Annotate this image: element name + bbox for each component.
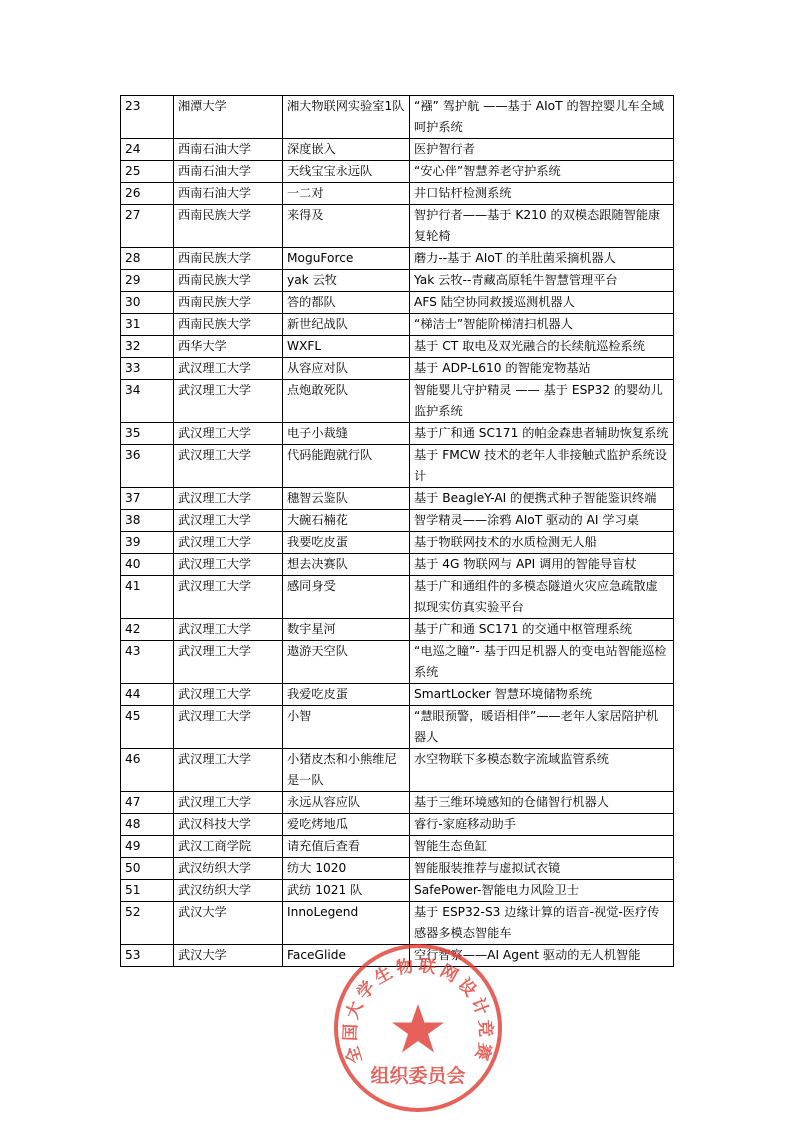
team-name: 爱吃烤地瓜 xyxy=(283,814,410,836)
table-row xyxy=(121,792,674,814)
university: 武汉工商学院 xyxy=(174,836,283,858)
project-title: 基于 ADP-L610 的智能宠物基站 xyxy=(410,358,674,380)
row-number: 28 xyxy=(121,248,174,270)
team-name: 武纺 1021 队 xyxy=(283,880,410,902)
table-row xyxy=(121,814,674,836)
table-row xyxy=(121,161,674,183)
row-number: 52 xyxy=(121,902,174,945)
project-title: 智能婴儿守护精灵 —— 基于 ESP32 的婴幼儿监护系统 xyxy=(410,380,674,423)
row-number: 36 xyxy=(121,445,174,488)
team-name: 永远从容应队 xyxy=(283,792,410,814)
project-title: 基于广和通 SC171 的交通中枢管理系统 xyxy=(410,619,674,641)
team-name: 大碗石楠花 xyxy=(283,510,410,532)
table-row xyxy=(121,314,674,336)
university: 武汉纺织大学 xyxy=(174,858,283,880)
team-name: InnoLegend xyxy=(283,902,410,945)
row-number: 43 xyxy=(121,641,174,684)
team-name: FaceGlide xyxy=(283,945,410,967)
svg-text:全国大学生物联网设计竞赛 xyxy=(340,955,496,1067)
project-title: 井口钻杆检测系统 xyxy=(410,183,674,205)
table-row xyxy=(121,248,674,270)
university: 西南民族大学 xyxy=(174,205,283,248)
table-row xyxy=(121,706,674,749)
project-title: “梯洁士”智能阶梯清扫机器人 xyxy=(410,314,674,336)
university: 武汉理工大学 xyxy=(174,380,283,423)
team-name: MoguForce xyxy=(283,248,410,270)
project-title: 基于 FMCW 技术的老年人非接触式监护系统设计 xyxy=(410,445,674,488)
university: 西南民族大学 xyxy=(174,270,283,292)
project-title: 智护行者——基于 K210 的双模态跟随智能康复轮椅 xyxy=(410,205,674,248)
university: 武汉纺织大学 xyxy=(174,880,283,902)
table-row xyxy=(121,554,674,576)
team-name: 来得及 xyxy=(283,205,410,248)
row-number: 37 xyxy=(121,488,174,510)
project-title: SafePower-智能电力风险卫士 xyxy=(410,880,674,902)
team-name: 感同身受 xyxy=(283,576,410,619)
row-number: 35 xyxy=(121,423,174,445)
project-title: 医护智行者 xyxy=(410,139,674,161)
university: 西南石油大学 xyxy=(174,161,283,183)
project-title: 基于 BeagleY-AI 的便携式种子智能鉴识终端 xyxy=(410,488,674,510)
project-title: SmartLocker 智慧环境储物系统 xyxy=(410,684,674,706)
row-number: 23 xyxy=(121,96,174,139)
project-title: 基于三维环境感知的仓储智行机器人 xyxy=(410,792,674,814)
table-row xyxy=(121,945,674,967)
table-row xyxy=(121,858,674,880)
row-number: 53 xyxy=(121,945,174,967)
university: 湘潭大学 xyxy=(174,96,283,139)
university: 武汉大学 xyxy=(174,902,283,945)
row-number: 33 xyxy=(121,358,174,380)
table-row xyxy=(121,139,674,161)
row-number: 25 xyxy=(121,161,174,183)
table-row xyxy=(121,96,674,139)
team-name: yak 云牧 xyxy=(283,270,410,292)
university: 武汉理工大学 xyxy=(174,576,283,619)
university: 武汉理工大学 xyxy=(174,619,283,641)
project-title: 基于 ESP32-S3 边缘计算的语音-视觉-医疗传感器多模态智能车 xyxy=(410,902,674,945)
row-number: 32 xyxy=(121,336,174,358)
project-title: 基于 4G 物联网与 API 调用的智能导盲杖 xyxy=(410,554,674,576)
table-row xyxy=(121,532,674,554)
seal-star-icon xyxy=(392,1004,444,1053)
team-name: 天线宝宝永远队 xyxy=(283,161,410,183)
university: 西南民族大学 xyxy=(174,314,283,336)
university: 武汉理工大学 xyxy=(174,706,283,749)
project-title: “慧眼预警，暖语相伴”——老年人家居陪护机器人 xyxy=(410,706,674,749)
project-title: “襁” 驾护航 ——基于 AIoT 的智控婴儿车全域呵护系统 xyxy=(410,96,674,139)
table-row xyxy=(121,205,674,248)
project-title: 基于物联网技术的水质检测无人船 xyxy=(410,532,674,554)
team-name: 我要吃皮蛋 xyxy=(283,532,410,554)
table-row xyxy=(121,749,674,792)
row-number: 46 xyxy=(121,749,174,792)
university: 武汉科技大学 xyxy=(174,814,283,836)
row-number: 26 xyxy=(121,183,174,205)
university: 武汉理工大学 xyxy=(174,792,283,814)
seal-center-text: 组织委员会 xyxy=(370,1065,466,1087)
team-name: 穗智云鉴队 xyxy=(283,488,410,510)
project-title: 智能服装推荐与虚拟试衣镜 xyxy=(410,858,674,880)
team-name: 遨游天空队 xyxy=(283,641,410,684)
table-row xyxy=(121,510,674,532)
team-name: 代码能跑就行队 xyxy=(283,445,410,488)
row-number: 39 xyxy=(121,532,174,554)
university: 武汉理工大学 xyxy=(174,358,283,380)
row-number: 40 xyxy=(121,554,174,576)
row-number: 44 xyxy=(121,684,174,706)
team-name: 答的都队 xyxy=(283,292,410,314)
team-name: 深度嵌入 xyxy=(283,139,410,161)
row-number: 42 xyxy=(121,619,174,641)
row-number: 31 xyxy=(121,314,174,336)
university: 武汉理工大学 xyxy=(174,423,283,445)
project-title: 智能生态鱼缸 xyxy=(410,836,674,858)
table-row xyxy=(121,684,674,706)
team-name: 小智 xyxy=(283,706,410,749)
university: 西南民族大学 xyxy=(174,292,283,314)
row-number: 49 xyxy=(121,836,174,858)
award-table xyxy=(120,95,674,967)
university: 西南石油大学 xyxy=(174,183,283,205)
table-row xyxy=(121,445,674,488)
team-name: 湘大物联网实验室1队 xyxy=(283,96,410,139)
team-name: 纺大 1020 xyxy=(283,858,410,880)
row-number: 45 xyxy=(121,706,174,749)
table-row xyxy=(121,641,674,684)
table-row xyxy=(121,423,674,445)
university: 西华大学 xyxy=(174,336,283,358)
award-table-body xyxy=(121,96,674,967)
university: 武汉理工大学 xyxy=(174,684,283,706)
team-name: 新世纪战队 xyxy=(283,314,410,336)
table-row xyxy=(121,902,674,945)
university: 武汉理工大学 xyxy=(174,554,283,576)
project-title: 基于广和通组件的多模态隧道火灾应急疏散虚拟现实仿真实验平台 xyxy=(410,576,674,619)
row-number: 50 xyxy=(121,858,174,880)
team-name: 电子小裁缝 xyxy=(283,423,410,445)
table-row xyxy=(121,270,674,292)
table-row xyxy=(121,836,674,858)
project-title: 智学精灵——涂鸦 AIoT 驱动的 AI 学习桌 xyxy=(410,510,674,532)
university: 武汉大学 xyxy=(174,945,283,967)
team-name: 我爱吃皮蛋 xyxy=(283,684,410,706)
project-title: “安心伴”智慧养老守护系统 xyxy=(410,161,674,183)
table-row xyxy=(121,183,674,205)
row-number: 27 xyxy=(121,205,174,248)
row-number: 34 xyxy=(121,380,174,423)
project-title: 蘑力--基于 AIoT 的羊肚菌采摘机器人 xyxy=(410,248,674,270)
team-name: 数宇星河 xyxy=(283,619,410,641)
project-title: Yak 云牧--青藏高原牦牛智慧管理平台 xyxy=(410,270,674,292)
row-number: 24 xyxy=(121,139,174,161)
row-number: 30 xyxy=(121,292,174,314)
project-title: 空行智察——AI Agent 驱动的无人机智能 xyxy=(410,945,674,967)
team-name: 点炮敢死队 xyxy=(283,380,410,423)
row-number: 38 xyxy=(121,510,174,532)
table-row xyxy=(121,380,674,423)
team-name: WXFL xyxy=(283,336,410,358)
table-row xyxy=(121,576,674,619)
project-title: 睿行-家庭移动助手 xyxy=(410,814,674,836)
table-row xyxy=(121,358,674,380)
university: 武汉理工大学 xyxy=(174,488,283,510)
seal-ring-text: 全国大学生物联网设计竞赛 xyxy=(340,955,496,1067)
row-number: 48 xyxy=(121,814,174,836)
university: 武汉理工大学 xyxy=(174,641,283,684)
team-name: 小猪皮杰和小熊维尼是一队 xyxy=(283,749,410,792)
table-row xyxy=(121,292,674,314)
university: 武汉理工大学 xyxy=(174,445,283,488)
table-row xyxy=(121,488,674,510)
team-name: 从容应对队 xyxy=(283,358,410,380)
row-number: 51 xyxy=(121,880,174,902)
project-title: 基于 CT 取电及双光融合的长续航巡检系统 xyxy=(410,336,674,358)
row-number: 41 xyxy=(121,576,174,619)
row-number: 47 xyxy=(121,792,174,814)
table-row xyxy=(121,880,674,902)
official-seal xyxy=(332,942,504,1114)
project-title: 水空物联下多模态数字流域监管系统 xyxy=(410,749,674,792)
university: 武汉理工大学 xyxy=(174,510,283,532)
team-name: 请充值后查看 xyxy=(283,836,410,858)
team-name: 一二对 xyxy=(283,183,410,205)
university: 西南石油大学 xyxy=(174,139,283,161)
university: 武汉理工大学 xyxy=(174,749,283,792)
project-title: “电巡之瞳”- 基于四足机器人的变电站智能巡检系统 xyxy=(410,641,674,684)
table-row xyxy=(121,336,674,358)
table-row xyxy=(121,619,674,641)
university: 武汉理工大学 xyxy=(174,532,283,554)
university: 西南民族大学 xyxy=(174,248,283,270)
row-number: 29 xyxy=(121,270,174,292)
project-title: AFS 陆空协同救援巡测机器人 xyxy=(410,292,674,314)
project-title: 基于广和通 SC171 的帕金森患者辅助恢复系统 xyxy=(410,423,674,445)
team-name: 想去决赛队 xyxy=(283,554,410,576)
